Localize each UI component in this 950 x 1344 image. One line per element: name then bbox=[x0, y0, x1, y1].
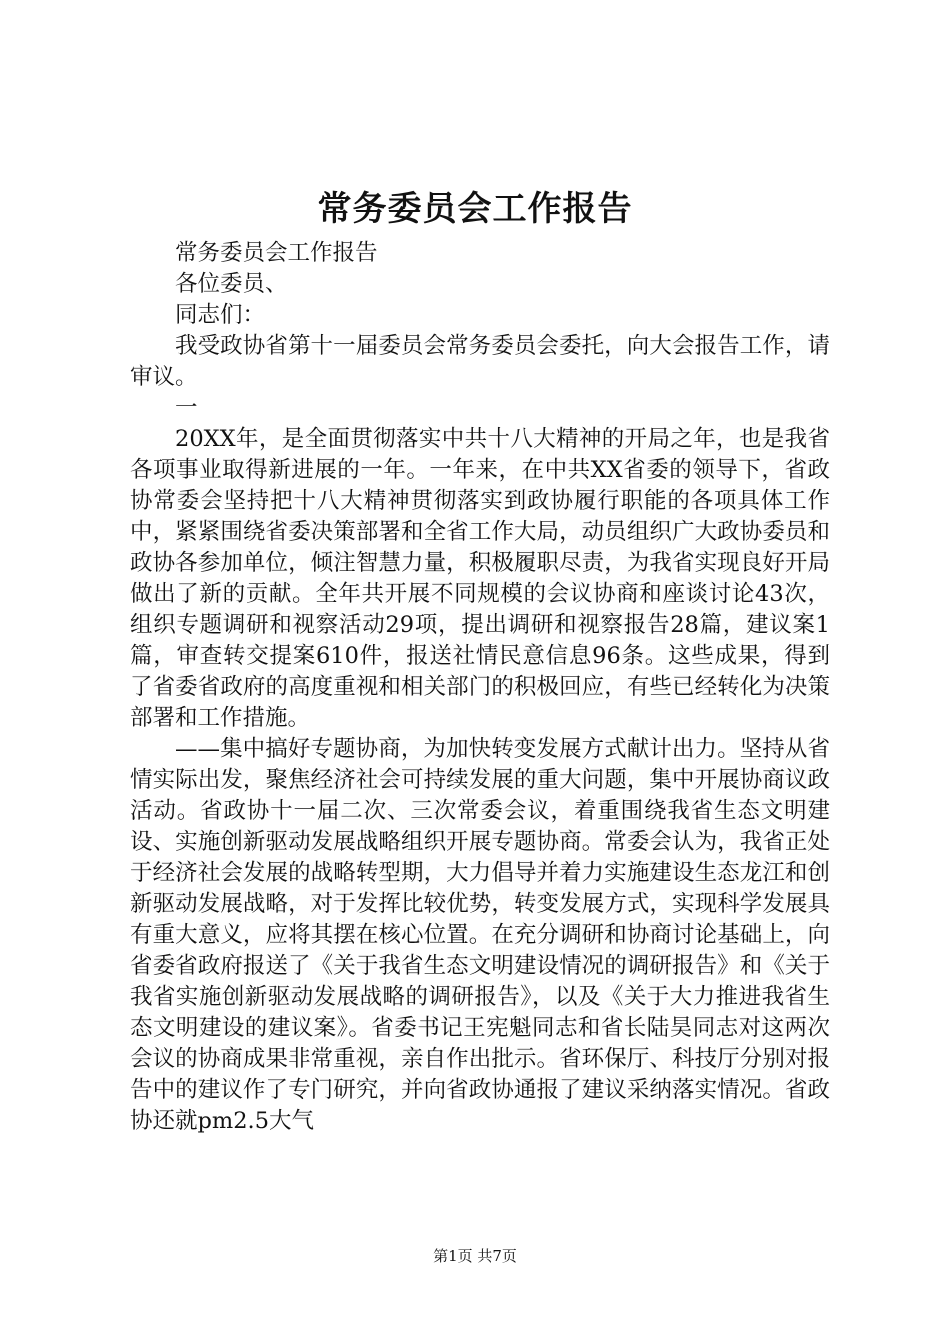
paragraph-heading: 常务委员会工作报告 bbox=[175, 240, 378, 266]
paragraph-intro: 我受政协省第十一届委员会常务委员会委托，向大会报告工作，请审议。 bbox=[130, 333, 830, 390]
page-footer: 第1页 共7页 bbox=[433, 1247, 517, 1265]
paragraph-salutation-1: 各位委员、 bbox=[175, 271, 288, 297]
paragraph-salutation-2: 同志们： bbox=[175, 302, 266, 328]
document-title: 常务委员会工作报告 bbox=[317, 189, 633, 229]
document-body bbox=[130, 238, 830, 1137]
paragraph-consultation: ——集中搞好专题协商，为加快转变发展方式献计出力。坚持从省情实际出发，聚焦经济社会可持续发展的重大问题，集中开展协商议政活动。省政协十一届二次、三次常委会议，着重围绕我省生态文明建设、实施创新驱动发展战略组织开展专题协商。常委会认为，我省正处于经济社会发展的战略转型期，大力倡导并着力实施建设生态龙江和创新驱动发展战略，对于发挥比较优势，转变发展方式，实现科学发展具有重大意义，应将其摆在核心位置。在充分调研和协商讨论基础上，向省委省政府报送了《关于我省生态文明建设情况的调研报告》和《关于我省实施创新驱动发展战略的调研报告》，以及《关于大力推进我省生态文明建设的建议案》。省委书记王宪魁同志和省长陆昊同志对这两次会议的协商成果非常重视，亲自作出批示。省环保厅、科技厅分别对报告中的建议作了专门研究，并向省政协通报了建议采纳落实情况。省政协还就pm2.5大气 bbox=[130, 736, 830, 1134]
paragraph-section-number: 一 bbox=[175, 395, 198, 421]
paragraph-overview: 20XX年，是全面贯彻落实中共十八大精神的开局之年，也是我省各项事业取得新进展的一年。一年来，在中共XX省委的领导下，省政协常委会坚持把十八大精神贯彻落实到政协履行职能的各项具体工作中，紧紧围绕省委决策部署和全省工作大局，动员组织广大政协委员和政协各参加单位，倾注智慧力量，积极履职尽责，为我省实现良好开局做出了新的贡献。全年共开展不同规模的会议协商和座谈讨论43次，组织专题调研和视察活动29项，提出调研和视察报告28篇，建议案1篇，审查转交提案610件，报送社情民意信息96条。这些成果，得到了省委省政府的高度重视和相关部门的积极回应，有些已经转化为决策部署和工作措施。 bbox=[130, 426, 830, 731]
